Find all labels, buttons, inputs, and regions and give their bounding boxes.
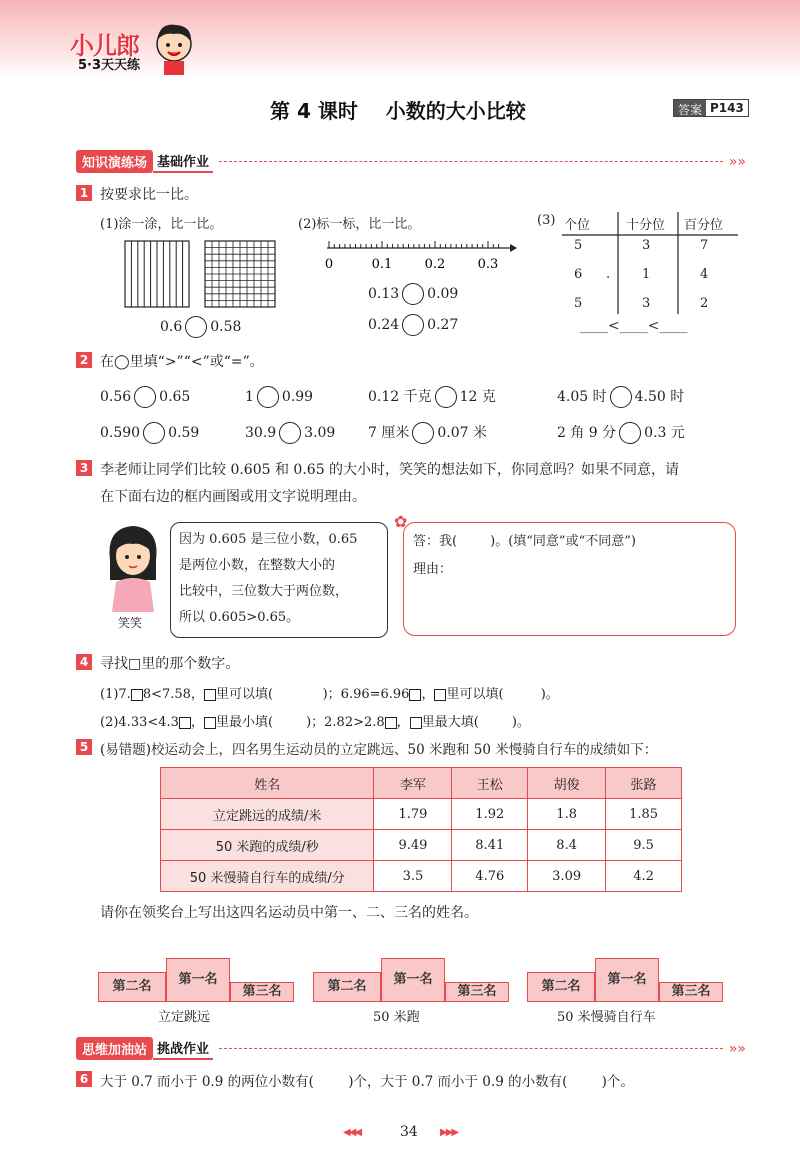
podium-caption: 50 米慢骑自行车 <box>557 1010 656 1025</box>
question-text-cont: 在下面右边的框内画图或用文字说明理由。 <box>100 489 366 505</box>
table-cell: 1.79 <box>374 799 452 830</box>
compare-item: 0.12 千克 12 克 <box>368 386 496 408</box>
girl-illustration <box>100 520 166 612</box>
speech-line: 因为 0.605 是三位小数，0.65 <box>179 532 358 547</box>
chevron-right-icon: »» <box>728 153 746 170</box>
prev-arrows-icon: ◀◀◀ <box>343 1127 361 1138</box>
table-cell: 5 <box>574 296 583 311</box>
table-cell: 4.76 <box>452 861 528 892</box>
column-header: 十分位 <box>626 218 666 233</box>
chevron-right-icon: »» <box>728 1040 746 1057</box>
table-cell: 5 <box>574 238 583 253</box>
order-blanks[interactable]: ____<____<____ <box>580 318 688 334</box>
question-number: 5 <box>76 739 92 755</box>
podium-first[interactable]: 第一名 <box>381 958 445 1002</box>
reason-label: 理由： <box>413 562 453 577</box>
podium-second[interactable]: 第二名 <box>527 972 595 1002</box>
speech-line: 比较中，三位数大于两位数， <box>179 584 349 599</box>
table-row <box>161 861 682 892</box>
compare-circle[interactable] <box>185 316 207 338</box>
compare-item: 0.13 0.09 <box>368 283 458 305</box>
number-line[interactable] <box>322 238 518 278</box>
table-cell: 9.5 <box>606 830 682 861</box>
compare-circle[interactable] <box>279 422 301 444</box>
table-cell: 1.8 <box>528 799 606 830</box>
section-badge: 知识演练场 <box>76 150 153 173</box>
column-header: 胡俊 <box>528 768 606 799</box>
table-cell: 1.85 <box>606 799 682 830</box>
section-subtitle: 基础作业 <box>153 150 213 173</box>
compare-circle[interactable] <box>619 422 641 444</box>
speech-line: 是两位小数，在整数大小的 <box>179 558 336 573</box>
q4-line2[interactable]: (2)4.33<4.3 ， 里最小填( )；2.82>2.8 ， 里最大填( )。 <box>100 715 530 730</box>
compare-item: 0.24 0.27 <box>368 314 458 336</box>
question-text: (易错题)校运动会上，四名男生运动员的立定跳远、50 米跑和 50 米慢骑自行车的成绩如下： <box>100 742 658 758</box>
question-number: 6 <box>76 1071 92 1087</box>
next-arrows-icon: ▶▶▶ <box>440 1127 458 1138</box>
table-cell: 立定跳远的成绩/米 <box>161 799 374 830</box>
flower-icon: ✿ <box>394 512 408 531</box>
compare-circle[interactable] <box>402 314 424 336</box>
question-text: 李老师让同学们比较 0.605 和 0.65 的大小时，笑笑的想法如下，你同意吗？如果不同意，请 <box>100 462 680 478</box>
girl-name: 笑笑 <box>118 616 143 630</box>
table-row <box>161 799 682 830</box>
compare-circle[interactable] <box>257 386 279 408</box>
tick-label: 0 <box>324 257 334 272</box>
column-header: 百分位 <box>684 218 724 233</box>
compare-item: 2 角 9 分 0.3 元 <box>557 422 685 444</box>
compare-item: 1 0.99 <box>245 386 313 408</box>
column-header: 姓名 <box>161 768 374 799</box>
podium-first[interactable]: 第一名 <box>166 958 230 1002</box>
compare-item: 0.56 0.65 <box>100 386 190 408</box>
column-header: 个位 <box>564 218 591 233</box>
compare-circle[interactable] <box>134 386 156 408</box>
table-cell: 3 <box>642 238 651 253</box>
compare-circle[interactable] <box>402 283 424 305</box>
results-table <box>160 767 682 892</box>
table-header-row <box>161 768 682 799</box>
question-text[interactable]: 大于 0.7 而小于 0.9 的两位小数有( )个，大于 0.7 而小于 0.9 的小数有( )个。 <box>100 1074 634 1090</box>
table-cell: 50 米慢骑自行车的成绩/分 <box>161 861 374 892</box>
compare-item: 0.590 0.59 <box>100 422 199 444</box>
compare-item: 4.05 时 4.50 时 <box>557 386 684 408</box>
question-number: 4 <box>76 654 92 670</box>
table-cell: 1 <box>642 267 651 282</box>
compare-item: 0.6 0.58 <box>160 316 241 338</box>
section-basic-header <box>76 150 746 173</box>
tick-label: 0.3 <box>477 257 499 272</box>
table-cell: 3.09 <box>528 861 606 892</box>
table-cell: 50 米跑的成绩/秒 <box>161 830 374 861</box>
q1-part3-label: (3) <box>537 213 556 228</box>
podium-third[interactable]: 第三名 <box>659 982 723 1002</box>
table-cell: 4.2 <box>606 861 682 892</box>
answer-line[interactable]: 答：我( )。(填“同意”或“不同意”) <box>413 534 636 549</box>
question-text: 按要求比一比。 <box>100 187 198 203</box>
table-cell: 8.4 <box>528 830 606 861</box>
compare-circle[interactable] <box>412 422 434 444</box>
table-cell: 3.5 <box>374 861 452 892</box>
tick-label: 0.1 <box>371 257 393 272</box>
podium-third[interactable]: 第三名 <box>230 982 294 1002</box>
brand-logo: 小儿郎 <box>70 32 139 60</box>
section-subtitle: 挑战作业 <box>153 1037 213 1060</box>
question-number: 1 <box>76 185 92 201</box>
table-cell: 3 <box>642 296 651 311</box>
podium-second[interactable]: 第二名 <box>98 972 166 1002</box>
podium-caption: 立定跳远 <box>158 1010 211 1025</box>
table-cell: 4 <box>700 267 709 282</box>
q1-part1-label: (1)涂一涂，比一比。 <box>100 217 223 232</box>
podium-second[interactable]: 第二名 <box>313 972 381 1002</box>
podium-instruction: 请你在领奖台上写出这四名运动员中第一、二、三名的姓名。 <box>100 905 478 921</box>
table-cell: 6 <box>574 267 583 282</box>
podium-third[interactable]: 第三名 <box>445 982 509 1002</box>
column-header: 王松 <box>452 768 528 799</box>
question-text: 在◯里填“>”“<”或“=”。 <box>100 354 264 370</box>
tick-label: 0.2 <box>424 257 446 272</box>
compare-circle[interactable] <box>143 422 165 444</box>
section-badge: 思维加油站 <box>76 1037 153 1060</box>
compare-item: 30.9 3.09 <box>245 422 335 444</box>
podium-caption: 50 米跑 <box>373 1010 420 1025</box>
question-number: 2 <box>76 352 92 368</box>
table-cell: 8.41 <box>452 830 528 861</box>
table-row <box>161 830 682 861</box>
column-header: 李军 <box>374 768 452 799</box>
page-number: 34 <box>400 1124 418 1140</box>
mascot-icon <box>150 20 198 76</box>
section-challenge-header <box>76 1037 746 1060</box>
table-cell: . <box>606 267 611 282</box>
compare-item: 7 厘米 0.07 米 <box>368 422 487 444</box>
compare-circle[interactable] <box>610 386 632 408</box>
speech-line: 所以 0.605>0.65。 <box>179 610 300 625</box>
table-cell: 1.92 <box>452 799 528 830</box>
answer-ref[interactable]: 答案 P143 <box>673 99 749 117</box>
table-cell: 7 <box>700 238 709 253</box>
lesson-title: 第 4 课时 小数的大小比较 <box>270 99 526 123</box>
question-text: 寻找□里的那个数字。 <box>100 656 240 672</box>
brand-subtitle: 5·3天天练 <box>78 58 141 73</box>
q4-line1[interactable]: (1)7. 8<7.58， 里可以填( )；6.96=6.96 ， 里可以填( )。 <box>100 687 559 702</box>
question-number: 3 <box>76 460 92 476</box>
table-cell: 2 <box>700 296 709 311</box>
compare-circle[interactable] <box>435 386 457 408</box>
q1-part2-label: (2)标一标，比一比。 <box>298 217 421 232</box>
decimal-grids[interactable] <box>124 240 278 308</box>
speech-bubble <box>170 522 388 638</box>
column-header: 张路 <box>606 768 682 799</box>
podium-first[interactable]: 第一名 <box>595 958 659 1002</box>
table-cell: 9.49 <box>374 830 452 861</box>
